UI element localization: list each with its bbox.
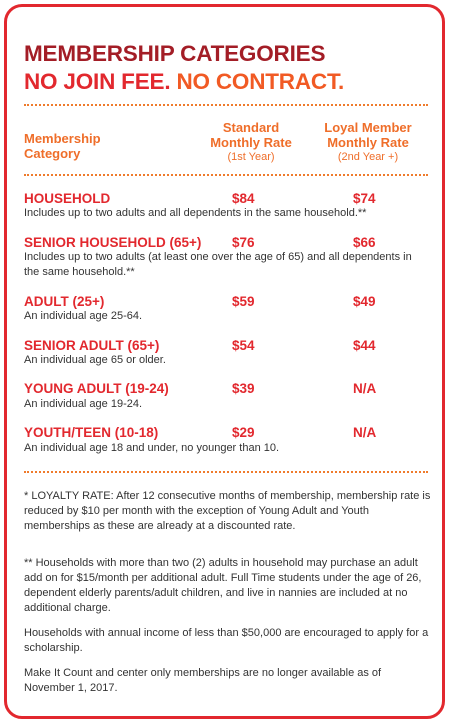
standard-header-line2: Monthly Rate (210, 135, 292, 150)
standard-rate-column-header (196, 120, 306, 164)
row-loyal-rate: $66 (353, 235, 376, 250)
loyal-rate-column-header (312, 120, 424, 164)
row-category: SENIOR HOUSEHOLD (65+) (24, 235, 202, 250)
row-description: An individual age 18 and under, no younger than 10. (24, 442, 280, 454)
row-standard-rate: $29 (232, 425, 255, 440)
page-title: MEMBERSHIP CATEGORIES (24, 41, 326, 66)
loyal-header-line1: Loyal Member (324, 120, 412, 135)
row-category: YOUTH/TEEN (10-18) (24, 425, 159, 440)
row-standard-rate: $76 (232, 235, 255, 250)
row-standard-rate: $39 (232, 381, 255, 396)
loyalty-rate-note: * LOYALTY RATE: After 12 consecutive months of membership, membership rate is reduced by $10 per month with the exception of Young Adult and Youth memberships as these are already at a discounted rate. (24, 490, 431, 532)
category-header-line1: Membership (24, 131, 101, 146)
subtitle (24, 69, 344, 95)
category-column-header (24, 131, 174, 161)
discontinued-memberships-note: Make It Count and center only memberships are no longer available as of November 1, 2017. (24, 667, 382, 694)
household-addon-note: ** Households with more than two (2) adults in household may purchase an adult add on for $15/month per additional adult. Full Time students under the age of 26, dependent elderly parents/adult children, and live in nannies are included at no additional charge. (24, 557, 422, 614)
row-description: Includes up to two adults (at least one over the age of 65) and all dependents in the same household.** (24, 251, 412, 278)
row-description: An individual age 65 or older. (24, 354, 166, 366)
row-standard-rate: $59 (232, 294, 255, 309)
no-join-fee-text: NO JOIN FEE. (24, 69, 171, 94)
loyal-header-sub: (2nd Year +) (337, 151, 399, 163)
standard-header-sub: (1st Year) (227, 151, 275, 163)
row-category: YOUNG ADULT (19-24) (24, 381, 169, 396)
row-standard-rate: $84 (232, 191, 255, 206)
row-category: HOUSEHOLD (24, 191, 111, 206)
row-loyal-rate: N/A (353, 425, 377, 440)
row-description: An individual age 19-24. (24, 398, 143, 410)
row-loyal-rate: N/A (353, 381, 377, 396)
row-description: An individual age 25-64. (24, 310, 143, 322)
divider-notes (24, 471, 428, 473)
loyal-header-line2: Monthly Rate (327, 135, 409, 150)
no-contract-text: NO CONTRACT. (176, 69, 345, 94)
row-loyal-rate: $49 (353, 294, 376, 309)
divider-top (24, 104, 428, 106)
row-category: SENIOR ADULT (65+) (24, 338, 160, 353)
row-loyal-rate: $74 (353, 191, 376, 206)
row-loyal-rate: $44 (353, 338, 376, 353)
row-standard-rate: $54 (232, 338, 255, 353)
category-header-line2: Category (24, 146, 81, 161)
standard-header-line1: Standard (222, 120, 280, 135)
divider-header (24, 174, 428, 176)
row-category: ADULT (25+) (24, 294, 105, 309)
scholarship-note: Households with annual income of less than $50,000 are encouraged to apply for a scholarship. (24, 627, 429, 654)
row-description: Includes up to two adults and all dependents in the same household.** (24, 207, 367, 219)
